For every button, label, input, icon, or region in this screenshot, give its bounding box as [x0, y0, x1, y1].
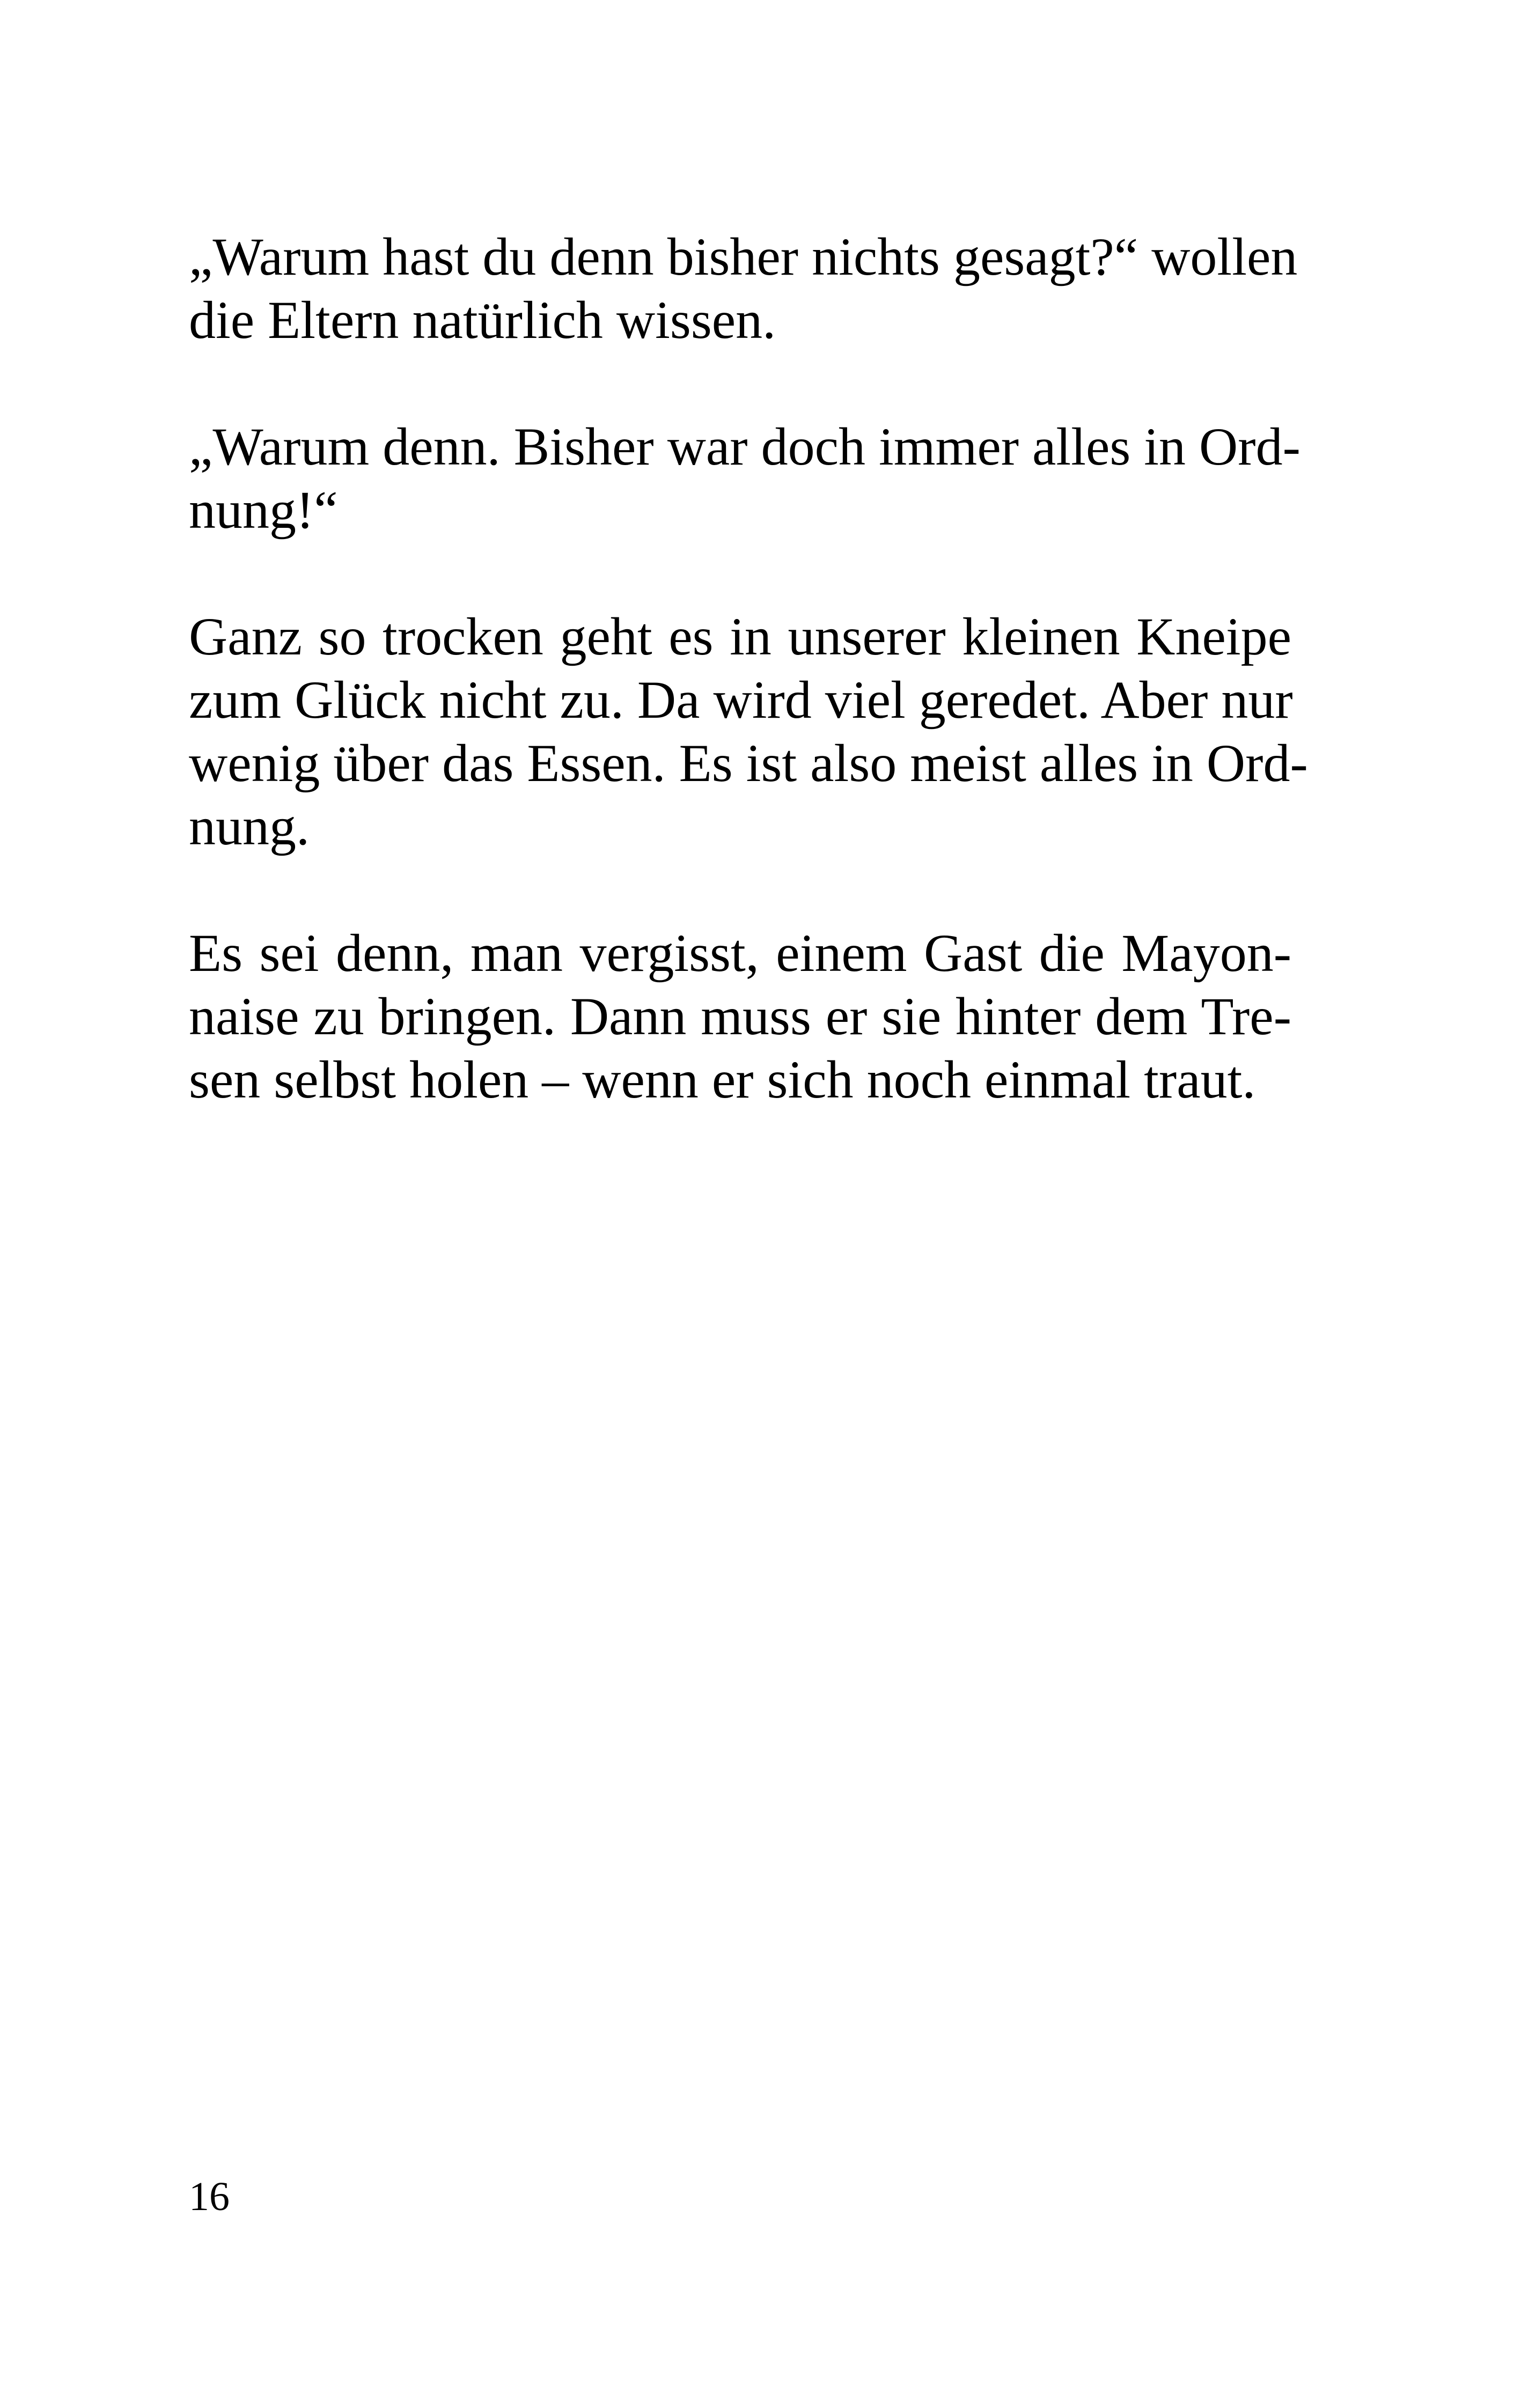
body-text: [189, 225, 1308, 1175]
page-number: 16: [189, 2174, 230, 2219]
text-line: zum Glück nicht zu. Da wird viel geredet. Aber nur: [189, 670, 1293, 730]
text-line: wenig über das Essen. Es ist also meist alles in Ord-: [189, 733, 1308, 793]
text-line: nung!“: [189, 480, 338, 540]
text-line: „Warum hast du denn bisher nichts gesagt?“ wollen: [189, 227, 1298, 286]
text-line: naise zu bringen. Dann muss er sie hinter dem Tre-: [189, 986, 1291, 1046]
paragraph-1: [189, 225, 1298, 352]
text-line: die Eltern natürlich wissen.: [189, 290, 776, 350]
text-line: Ganz so trocken geht es in unserer kleinen Kneipe: [189, 607, 1291, 666]
text-line: sen selbst holen – wenn er sich noch einmal traut.: [189, 1050, 1256, 1109]
text-line: nung.: [189, 797, 310, 856]
text-line: Es sei denn, man vergisst, einem Gast die Mayon-: [189, 923, 1291, 983]
paragraph-4: [189, 922, 1291, 1111]
text-line: „Warum denn. Bisher war doch immer alles in Ord-: [189, 417, 1300, 476]
paragraph-3: [189, 605, 1308, 858]
paragraph-2: [189, 415, 1300, 542]
